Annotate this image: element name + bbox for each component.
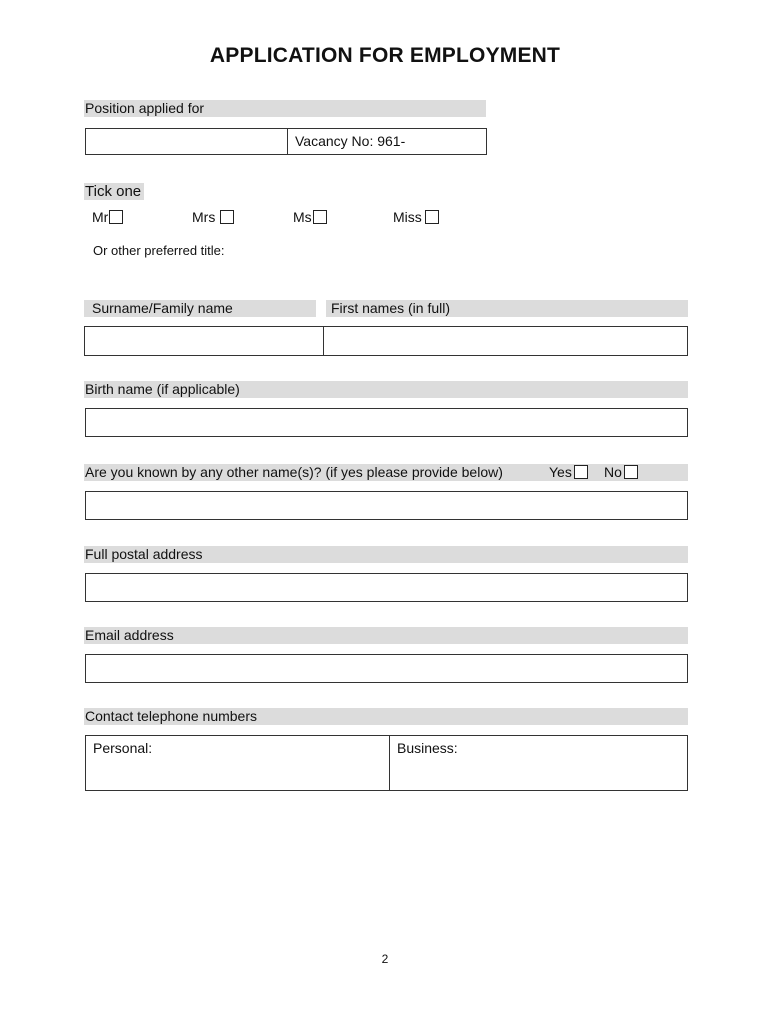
form-title: APPLICATION FOR EMPLOYMENT — [209, 44, 561, 67]
yes-checkbox[interactable] — [574, 465, 588, 479]
other-names-header — [84, 464, 688, 481]
surname-input[interactable] — [85, 327, 323, 355]
title-option-miss[interactable] — [393, 209, 439, 225]
phones-header — [84, 708, 688, 725]
ms-checkbox[interactable] — [313, 210, 327, 224]
other-names-yes[interactable] — [549, 464, 588, 481]
personal-phone-label: Personal: — [93, 740, 153, 756]
title-option-label: Mrs — [192, 209, 216, 225]
mr-checkbox[interactable] — [109, 210, 123, 224]
surname-label: Surname/Family name — [92, 300, 233, 316]
title-option-label: Mr — [92, 209, 109, 225]
position-section-header — [84, 100, 486, 117]
email-label: Email address — [85, 627, 174, 643]
tick-one-header — [84, 183, 144, 200]
address-header — [84, 546, 688, 563]
first-names-header — [326, 300, 688, 317]
other-names-input[interactable] — [85, 491, 688, 520]
phones-label: Contact telephone numbers — [85, 708, 257, 724]
phones-field-row — [85, 735, 688, 791]
position-field-row — [85, 128, 487, 155]
address-label: Full postal address — [85, 546, 203, 562]
vacancy-number-field[interactable] — [288, 129, 486, 154]
other-names-label: Are you known by any other name(s)? (if yes please provide below) — [85, 464, 503, 480]
other-names-no[interactable] — [604, 464, 638, 481]
names-field-row — [84, 326, 688, 356]
email-header — [84, 627, 688, 644]
title-option-mrs[interactable] — [192, 209, 234, 225]
business-phone-field[interactable] — [390, 736, 687, 790]
first-names-input[interactable] — [324, 327, 687, 355]
title-option-mr[interactable] — [92, 209, 123, 225]
vacancy-label: Vacancy No: 961- — [295, 133, 406, 149]
tick-one-label: Tick one — [85, 183, 142, 200]
birth-name-label: Birth name (if applicable) — [85, 381, 240, 397]
mrs-checkbox[interactable] — [220, 210, 234, 224]
no-label: No — [604, 464, 622, 480]
title-option-label: Miss — [393, 209, 422, 225]
business-phone-label: Business: — [397, 740, 458, 756]
address-input[interactable] — [85, 573, 688, 602]
title-option-label: Ms — [293, 209, 312, 225]
birth-name-input[interactable] — [85, 408, 688, 437]
email-input[interactable] — [85, 654, 688, 683]
position-input[interactable] — [86, 129, 287, 154]
other-title-label: Or other preferred title: — [93, 243, 225, 258]
page-number: 2 — [381, 952, 389, 966]
header-gap — [316, 300, 326, 317]
first-names-label: First names (in full) — [331, 300, 451, 316]
surname-header — [88, 300, 320, 317]
title-option-ms[interactable] — [293, 209, 327, 225]
position-label: Position applied for — [85, 100, 205, 116]
no-checkbox[interactable] — [624, 465, 638, 479]
yes-label: Yes — [549, 464, 572, 480]
miss-checkbox[interactable] — [425, 210, 439, 224]
personal-phone-field[interactable] — [86, 736, 389, 790]
birth-name-header — [84, 381, 688, 398]
